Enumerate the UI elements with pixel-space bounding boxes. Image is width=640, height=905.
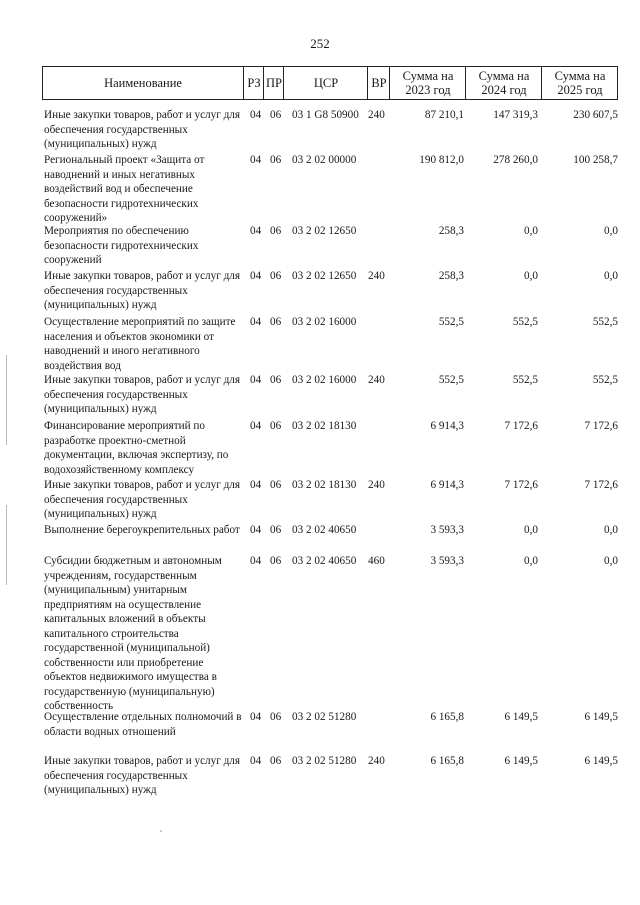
row-rz: 04 (250, 270, 262, 282)
row-sum-2024: 0,0 (524, 524, 538, 536)
row-pr: 06 (270, 555, 282, 567)
row-sum-2023: 87 210,1 (424, 109, 464, 121)
row-sum-2023: 552,5 (438, 374, 464, 386)
row-csr: 03 2 02 40650 (292, 524, 357, 536)
row-pr: 06 (270, 109, 282, 121)
row-csr: 03 2 02 18130 (292, 479, 357, 491)
row-sum-2023: 6 914,3 (430, 479, 464, 491)
header-csr: ЦСР (283, 67, 368, 99)
header-sum-2025: Сумма на 2025 год (541, 67, 618, 99)
row-sum-2025: 0,0 (604, 225, 618, 237)
row-sum-2024: 7 172,6 (504, 420, 538, 432)
row-sum-2024: 0,0 (524, 555, 538, 567)
header-pr: ПР (263, 67, 284, 99)
row-name: Иные закупки товаров, работ и услуг для обеспечения государственных (муниципальных) нужд (44, 755, 241, 796)
row-vr: 240 (368, 755, 385, 767)
header-vr: ВР (367, 67, 390, 99)
row-pr: 06 (270, 420, 282, 432)
row-sum-2023: 258,3 (438, 270, 464, 282)
row-sum-2025: 0,0 (604, 270, 618, 282)
row-sum-2023: 258,3 (438, 225, 464, 237)
row-pr: 06 (270, 479, 282, 491)
header-rz: РЗ (243, 67, 264, 99)
page-number: 252 (310, 36, 330, 51)
row-sum-2024: 552,5 (512, 374, 538, 386)
row-csr: 03 2 02 40650 (292, 555, 357, 567)
row-name: Осуществление отдельных полномочий в области водных отношений (44, 711, 242, 738)
row-csr: 03 2 02 51280 (292, 755, 357, 767)
row-rz: 04 (250, 479, 262, 491)
row-pr: 06 (270, 711, 282, 723)
row-sum-2025: 0,0 (604, 524, 618, 536)
row-pr: 06 (270, 225, 282, 237)
row-rz: 04 (250, 420, 262, 432)
row-sum-2023: 6 165,8 (430, 711, 464, 723)
row-name: Иные закупки товаров, работ и услуг для обеспечения государственных (муниципальных) нужд (44, 109, 241, 150)
row-sum-2024: 552,5 (512, 316, 538, 328)
row-name: Субсидии бюджетным и автономным учреждениям, государственным (муниципальным) унитарным предприятиям на осуществление капитальных вложений в объекты капитального строительства государственной (муниципальной) собственности или приобретение объектов недвижимого имущества в государственную (муниципальную) собственность (44, 555, 222, 712)
table-header (42, 66, 618, 100)
row-csr: 03 1 G8 50900 (292, 109, 359, 121)
row-pr: 06 (270, 154, 282, 166)
scan-margin-line (6, 505, 7, 585)
row-sum-2023: 6 165,8 (430, 755, 464, 767)
row-vr: 240 (368, 109, 385, 121)
row-sum-2023: 6 914,3 (430, 420, 464, 432)
row-sum-2023: 3 593,3 (430, 555, 464, 567)
row-name: Иные закупки товаров, работ и услуг для обеспечения государственных (муниципальных) нужд (44, 374, 241, 415)
row-csr: 03 2 02 16000 (292, 316, 357, 328)
row-rz: 04 (250, 711, 262, 723)
row-rz: 04 (250, 555, 262, 567)
row-name: Иные закупки товаров, работ и услуг для обеспечения государственных (муниципальных) нужд (44, 479, 241, 520)
row-sum-2025: 6 149,5 (584, 711, 618, 723)
row-sum-2025: 0,0 (604, 555, 618, 567)
row-sum-2023: 3 593,3 (430, 524, 464, 536)
row-csr: 03 2 02 16000 (292, 374, 357, 386)
row-rz: 04 (250, 316, 262, 328)
row-sum-2025: 100 258,7 (573, 154, 618, 166)
row-name: Осуществление мероприятий по защите населения и объектов экономики от наводнений и иного негативного воздействия вод (44, 316, 236, 372)
header-sum-2023: Сумма на 2023 год (389, 67, 466, 99)
scan-margin-line (6, 355, 7, 445)
row-rz: 04 (250, 524, 262, 536)
row-sum-2024: 278 260,0 (493, 154, 538, 166)
row-sum-2024: 7 172,6 (504, 479, 538, 491)
row-name: Выполнение берегоукрепительных работ (44, 524, 240, 536)
row-vr: 240 (368, 270, 385, 282)
scan-speck (160, 830, 162, 832)
row-pr: 06 (270, 374, 282, 386)
header-sum-2024: Сумма на 2024 год (465, 67, 542, 99)
row-name: Иные закупки товаров, работ и услуг для обеспечения государственных (муниципальных) нужд (44, 270, 241, 311)
row-sum-2025: 6 149,5 (584, 755, 618, 767)
row-sum-2025: 552,5 (592, 316, 618, 328)
row-sum-2024: 147 319,3 (493, 109, 538, 121)
row-rz: 04 (250, 225, 262, 237)
row-pr: 06 (270, 755, 282, 767)
row-csr: 03 2 02 12650 (292, 270, 357, 282)
row-rz: 04 (250, 109, 262, 121)
row-sum-2025: 230 607,5 (573, 109, 618, 121)
row-pr: 06 (270, 524, 282, 536)
row-vr: 240 (368, 374, 385, 386)
row-csr: 03 2 02 00000 (292, 154, 357, 166)
row-sum-2024: 6 149,5 (504, 711, 538, 723)
row-vr: 240 (368, 479, 385, 491)
row-sum-2024: 0,0 (524, 270, 538, 282)
row-sum-2024: 0,0 (524, 225, 538, 237)
row-rz: 04 (250, 755, 262, 767)
row-pr: 06 (270, 316, 282, 328)
row-sum-2025: 7 172,6 (584, 420, 618, 432)
row-name: Финансирование мероприятий по разработке проектно-сметной документации, включая экспертизу, по водохозяйственному комплексу (44, 420, 229, 476)
row-name: Мероприятия по обеспечению безопасности гидротехнических сооружений (44, 225, 199, 266)
header-name: Наименование (104, 76, 182, 90)
row-csr: 03 2 02 18130 (292, 420, 357, 432)
row-csr: 03 2 02 12650 (292, 225, 357, 237)
row-pr: 06 (270, 270, 282, 282)
row-sum-2023: 190 812,0 (419, 154, 464, 166)
row-rz: 04 (250, 154, 262, 166)
row-name: Региональный проект «Защита от наводнений и иных негативных воздействий вод и обеспечение безопасности гидротехнических сооружений» (44, 154, 205, 224)
row-sum-2025: 7 172,6 (584, 479, 618, 491)
row-sum-2024: 6 149,5 (504, 755, 538, 767)
row-csr: 03 2 02 51280 (292, 711, 357, 723)
row-vr: 460 (368, 555, 385, 567)
row-sum-2025: 552,5 (592, 374, 618, 386)
row-rz: 04 (250, 374, 262, 386)
row-sum-2023: 552,5 (438, 316, 464, 328)
